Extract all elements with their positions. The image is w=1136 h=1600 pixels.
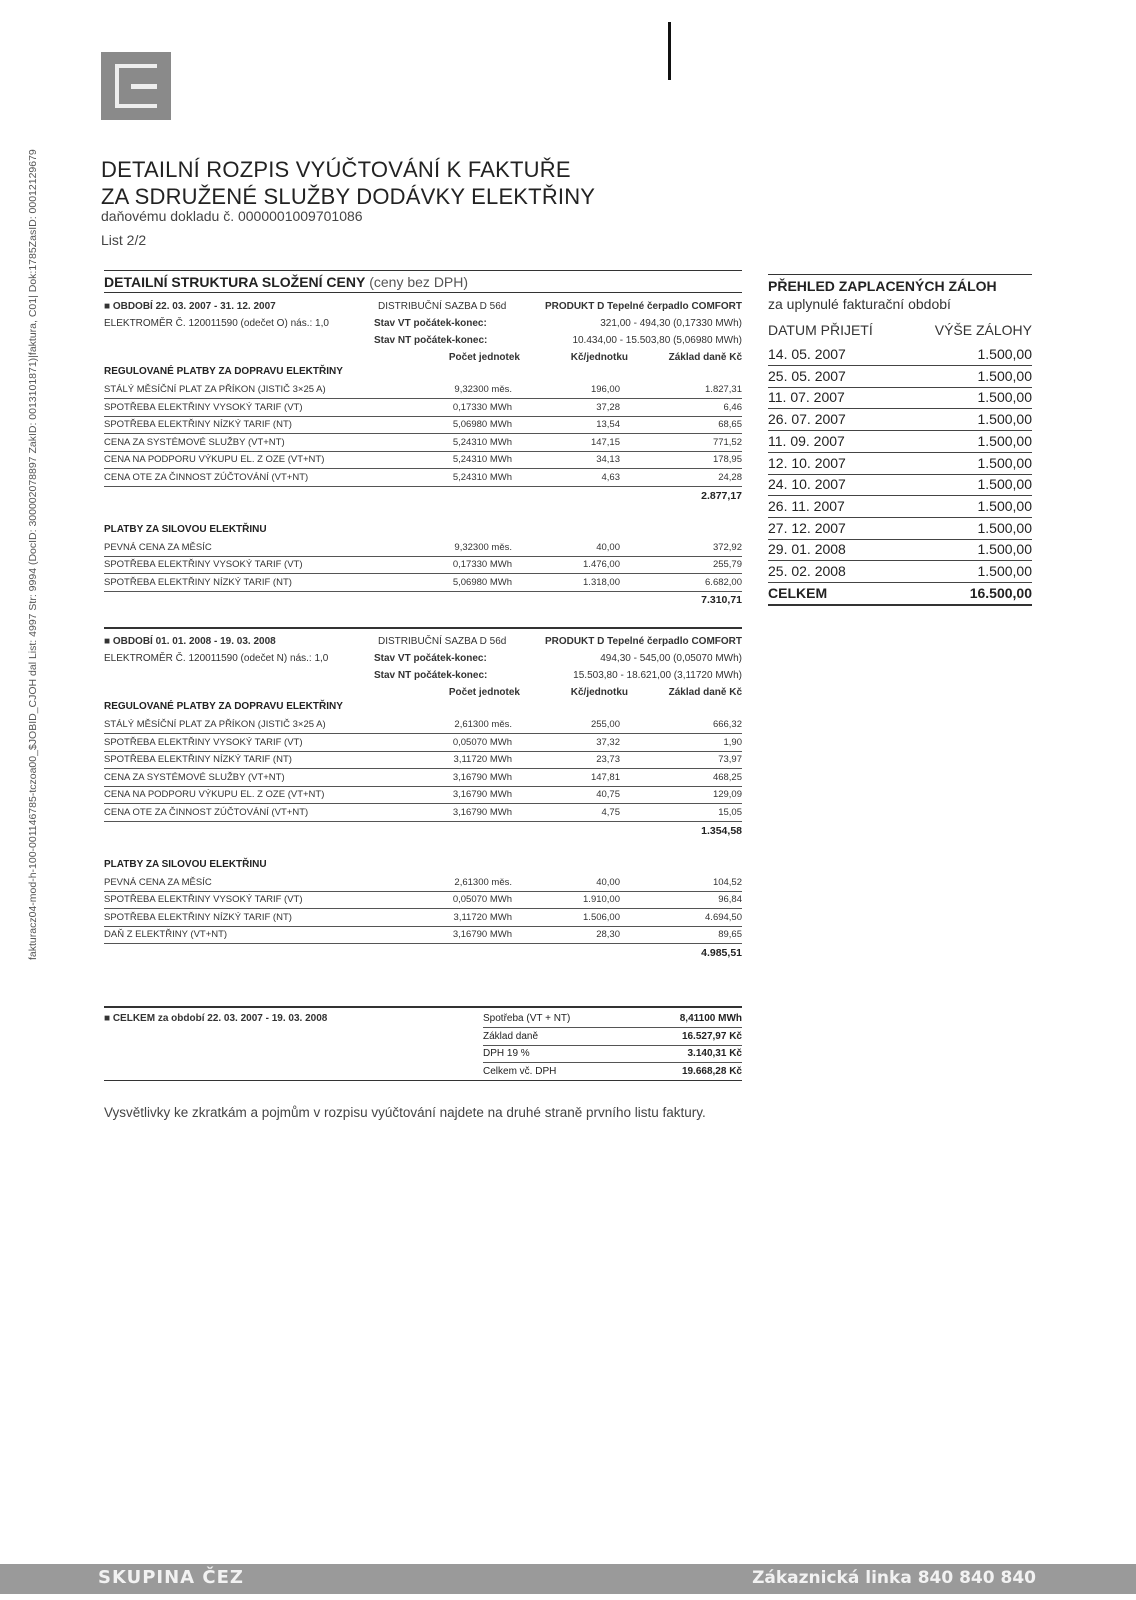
footer-brand: SKUPINA ČEZ <box>98 1567 244 1588</box>
item-price: 13,54 <box>596 419 620 431</box>
item-units: 3,11720 MWh <box>453 754 512 766</box>
cez-logo <box>101 52 171 120</box>
item-price: 1.318,00 <box>583 576 620 588</box>
item-price: 34,13 <box>596 454 620 466</box>
table-row <box>104 874 742 892</box>
item-name: CENA OTE ZA ČINNOST ZÚČTOVÁNÍ (VT+NT) <box>104 807 309 818</box>
table-row <box>104 451 742 469</box>
structure-heading-light: (ceny bez DPH) <box>369 274 469 290</box>
item-name: CENA NA PODPORU VÝKUPU EL. Z OZE (VT+NT) <box>104 454 325 466</box>
item-base: 68,65 <box>718 419 742 431</box>
total-row-value: 8,41100 MWh <box>679 1013 742 1024</box>
item-base: 6,46 <box>723 401 742 413</box>
item-base: 255,79 <box>712 559 742 571</box>
item-base: 1.827,31 <box>705 384 742 395</box>
item-units: 5,06980 MWh <box>452 576 512 588</box>
total-row <box>483 1063 742 1081</box>
table-row <box>104 926 742 944</box>
document-number: daňovému dokladu č. 0000001009701086 <box>101 208 363 224</box>
item-units: 0,17330 MWh <box>452 559 512 571</box>
advance-amount: 1.500,00 <box>977 519 1032 536</box>
vt-reading-label: Stav VT počátek-konec: <box>374 318 487 329</box>
structure-heading <box>104 270 742 293</box>
advance-row <box>768 453 1032 475</box>
advance-row <box>768 561 1032 583</box>
sheet-number: List 2/2 <box>101 232 147 248</box>
transport-sum: 2.877,17 <box>701 489 742 502</box>
col-base-header: Základ daně Kč <box>668 687 742 698</box>
item-name: SPOTŘEBA ELEKTŘINY NÍZKÝ TARIF (NT) <box>104 419 292 431</box>
transport-sum: 1.354,58 <box>701 824 742 837</box>
item-base: 129,09 <box>712 789 742 801</box>
total-row-label: Celkem vč. DPH <box>483 1065 557 1077</box>
item-units: 0,17330 MWh <box>452 401 512 413</box>
advances-total-row <box>768 583 1032 606</box>
nt-reading-value: 10.434,00 - 15.503,80 (5,06980 MWh) <box>572 335 742 346</box>
advance-row <box>768 409 1032 431</box>
item-name: SPOTŘEBA ELEKTŘINY VYSOKÝ TARIF (VT) <box>104 401 303 413</box>
table-row <box>104 399 742 417</box>
total-row-value: 3.140,31 Kč <box>687 1048 742 1059</box>
item-price: 28,30 <box>596 929 620 941</box>
item-price: 40,00 <box>596 876 620 888</box>
item-base: 1,90 <box>723 736 742 748</box>
item-price: 1.506,00 <box>583 911 620 923</box>
table-row <box>104 381 742 399</box>
item-name: CENA ZA SYSTÉMOVÉ SLUŽBY (VT+NT) <box>104 436 285 448</box>
vt-reading-label: Stav VT počátek-konec: <box>374 653 487 664</box>
meter-number: ELEKTROMĚR Č. 120011590 (odečet O) nás.: 1,0 <box>104 318 329 329</box>
footer-hotline: Zákaznická linka 840 840 840 <box>752 1568 1036 1588</box>
col-units-header: Počet jednotek <box>448 687 520 698</box>
item-base: 666,32 <box>712 719 742 730</box>
title-line-2: ZA SDRUŽENÉ SLUŽBY DODÁVKY ELEKTŘINY <box>101 184 596 209</box>
table-row <box>104 434 742 452</box>
item-name: SPOTŘEBA ELEKTŘINY NÍZKÝ TARIF (NT) <box>104 911 292 923</box>
vt-reading-value: 494,30 - 545,00 (0,05070 MWh) <box>600 653 742 664</box>
advance-date: 25. 02. 2008 <box>768 563 846 579</box>
item-price: 4,75 <box>601 807 620 818</box>
total-row-value: 19.668,28 Kč <box>681 1065 742 1077</box>
advance-row <box>768 496 1032 518</box>
item-price: 4,63 <box>601 472 620 483</box>
transport-group-title: REGULOVANÉ PLATBY ZA DOPRAVU ELEKTŘINY <box>104 701 343 712</box>
item-base: 4.694,50 <box>705 911 742 923</box>
distribution-rate: DISTRIBUČNÍ SAZBA D 56d <box>378 636 507 647</box>
item-price: 255,00 <box>590 719 620 730</box>
item-price: 1.476,00 <box>583 559 620 571</box>
item-price: 196,00 <box>590 384 620 395</box>
item-name: STÁLÝ MĚSÍČNÍ PLAT ZA PŘÍKON (JISTIČ 3×25 A) <box>104 719 326 730</box>
explanation-note: Vysvětlivky ke zkratkám a pojmům v rozpisu vyúčtování najdete na druhé straně prvního listu faktury. <box>104 1105 706 1120</box>
table-row <box>104 556 742 574</box>
advance-amount: 1.500,00 <box>977 411 1032 428</box>
item-name: DAŇ Z ELEKTŘINY (VT+NT) <box>104 929 228 941</box>
advances-subtitle: za uplynulé fakturační období <box>768 296 951 312</box>
advance-date: 24. 10. 2007 <box>768 476 846 493</box>
item-price: 40,75 <box>596 789 620 801</box>
total-period-label: ■ CELKEM za období 22. 03. 2007 - 19. 03. 2008 <box>104 1013 328 1024</box>
table-row <box>104 539 742 557</box>
power-group-title: PLATBY ZA SILOVOU ELEKTŘINU <box>104 523 267 535</box>
item-price: 147,15 <box>590 436 620 448</box>
item-name: SPOTŘEBA ELEKTŘINY VYSOKÝ TARIF (VT) <box>104 559 303 571</box>
advance-amount: 1.500,00 <box>977 389 1032 406</box>
item-units: 9,32300 měs. <box>454 384 512 395</box>
item-base: 372,92 <box>712 541 742 553</box>
advances-col-amount: VÝŠE ZÁLOHY <box>934 322 1032 338</box>
advance-row <box>768 366 1032 388</box>
item-units: 3,11720 MWh <box>453 911 512 923</box>
item-price: 147,81 <box>590 771 620 783</box>
period-label: ■ OBDOBÍ 22. 03. 2007 - 31. 12. 2007 <box>104 301 276 312</box>
total-row-label: DPH 19 % <box>483 1048 530 1059</box>
item-price: 1.910,00 <box>583 894 620 906</box>
advance-date: 12. 10. 2007 <box>768 454 846 471</box>
item-base: 178,95 <box>712 454 742 466</box>
advance-date: 14. 05. 2007 <box>768 346 846 362</box>
nt-reading-label: Stav NT počátek-konec: <box>374 335 488 346</box>
item-base: 6.682,00 <box>705 576 742 588</box>
advances-title: PŘEHLED ZAPLACENÝCH ZÁLOH <box>768 274 1032 294</box>
item-units: 3,16790 MWh <box>452 771 512 783</box>
power-sum: 7.310,71 <box>701 594 742 607</box>
item-price: 37,28 <box>596 401 620 413</box>
table-row <box>104 574 742 592</box>
vt-reading-value: 321,00 - 494,30 (0,17330 MWh) <box>600 318 742 329</box>
item-name: SPOTŘEBA ELEKTŘINY NÍZKÝ TARIF (NT) <box>104 576 292 588</box>
item-units: 5,24310 MWh <box>452 472 512 483</box>
item-units: 3,16790 MWh <box>452 929 512 941</box>
total-row-label: Spotřeba (VT + NT) <box>483 1013 571 1024</box>
advances-total-value: 16.500,00 <box>969 584 1032 601</box>
col-units-header: Počet jednotek <box>448 352 520 363</box>
item-name: SPOTŘEBA ELEKTŘINY VYSOKÝ TARIF (VT) <box>104 736 303 748</box>
table-row <box>104 891 742 909</box>
total-row <box>483 1045 742 1063</box>
item-base: 96,84 <box>718 894 742 906</box>
table-row <box>104 751 742 769</box>
item-units: 5,24310 MWh <box>452 454 512 466</box>
transport-group-title: REGULOVANÉ PLATBY ZA DOPRAVU ELEKTŘINY <box>104 366 343 377</box>
item-name: CENA ZA SYSTÉMOVÉ SLUŽBY (VT+NT) <box>104 771 285 783</box>
col-base-header: Základ daně Kč <box>668 352 742 363</box>
item-units: 5,24310 MWh <box>452 436 512 448</box>
table-row <box>104 909 742 927</box>
advance-date: 25. 05. 2007 <box>768 367 846 384</box>
total-bottom-line <box>104 1080 742 1081</box>
table-row <box>104 769 742 787</box>
col-price-header: Kč/jednotku <box>570 687 628 698</box>
fold-mark <box>668 22 671 80</box>
total-row-label: Základ daně <box>483 1030 539 1042</box>
item-name: STÁLÝ MĚSÍČNÍ PLAT ZA PŘÍKON (JISTIČ 3×25 A) <box>104 384 326 395</box>
advance-amount: 1.500,00 <box>977 367 1032 384</box>
table-row <box>104 469 742 487</box>
item-units: 2,61300 měs. <box>454 719 512 730</box>
item-price: 23,73 <box>596 754 620 766</box>
table-row <box>104 416 742 434</box>
nt-reading-value: 15.503,80 - 18.621,00 (3,11720 MWh) <box>573 670 742 681</box>
advance-date: 11. 09. 2007 <box>768 432 845 449</box>
item-price: 37,32 <box>596 736 620 748</box>
structure-heading-bold: DETAILNÍ STRUKTURA SLOŽENÍ CENY <box>104 274 366 290</box>
advances-header <box>768 322 1032 338</box>
advances-total-label: CELKEM <box>768 584 828 601</box>
power-group-title: PLATBY ZA SILOVOU ELEKTŘINU <box>104 858 267 870</box>
advance-row <box>768 344 1032 366</box>
item-units: 2,61300 měs. <box>454 876 512 888</box>
total-separator <box>104 1006 742 1008</box>
item-name: CENA NA PODPORU VÝKUPU EL. Z OZE (VT+NT) <box>104 789 325 801</box>
advance-amount: 1.500,00 <box>977 541 1032 558</box>
advance-date: 29. 01. 2008 <box>768 541 846 558</box>
item-units: 0,05070 MWh <box>452 894 512 906</box>
advances-col-date: DATUM PŘIJETÍ <box>768 322 873 338</box>
advance-date: 27. 12. 2007 <box>768 519 846 536</box>
footer-bar <box>0 1564 1136 1594</box>
advance-date: 26. 11. 2007 <box>768 497 845 514</box>
advance-amount: 1.500,00 <box>977 454 1032 471</box>
item-base: 24,28 <box>718 472 742 483</box>
item-base: 771,52 <box>712 436 742 448</box>
item-units: 5,06980 MWh <box>452 419 512 431</box>
advance-amount: 1.500,00 <box>977 432 1032 449</box>
item-units: 0,05070 MWh <box>452 736 512 748</box>
document-title <box>101 156 595 210</box>
item-units: 3,16790 MWh <box>452 807 512 818</box>
item-name: PEVNÁ CENA ZA MĚSÍC <box>104 876 212 888</box>
item-base: 15,05 <box>718 807 742 818</box>
item-name: SPOTŘEBA ELEKTŘINY NÍZKÝ TARIF (NT) <box>104 754 292 766</box>
title-line-1: DETAILNÍ ROZPIS VYÚČTOVÁNÍ K FAKTUŘE <box>101 157 571 182</box>
item-name: PEVNÁ CENA ZA MĚSÍC <box>104 541 212 553</box>
meter-number: ELEKTROMĚR Č. 120011590 (odečet N) nás.: 1,0 <box>104 653 329 664</box>
item-base: 89,65 <box>718 929 742 941</box>
advance-row <box>768 539 1032 561</box>
advance-row <box>768 518 1032 540</box>
total-row-value: 16.527,97 Kč <box>681 1030 742 1042</box>
table-row <box>104 804 742 822</box>
side-print-code: fakturacz04-mod-h-100-001146785-tczoa00_$JOBID_CJOH dal List: 4997 Str: 9994 (DocID: 300002078897 ZakID: 0013101871)|faktura, C01| Dok:1785ZasID: 00012129679 <box>27 149 39 960</box>
product-name: PRODUKT D Tepelné čerpadlo COMFORT <box>544 301 742 312</box>
advance-date: 26. 07. 2007 <box>768 411 846 428</box>
item-base: 73,97 <box>718 754 742 766</box>
period-label: ■ OBDOBÍ 01. 01. 2008 - 19. 03. 2008 <box>104 636 276 647</box>
table-row <box>104 734 742 752</box>
table-row <box>104 786 742 804</box>
advance-row <box>768 387 1032 409</box>
advance-amount: 1.500,00 <box>977 346 1032 362</box>
advance-date: 11. 07. 2007 <box>768 389 845 406</box>
total-row <box>483 1010 742 1028</box>
item-base: 468,25 <box>712 771 742 783</box>
advance-amount: 1.500,00 <box>977 563 1032 579</box>
advance-amount: 1.500,00 <box>977 476 1032 493</box>
item-name: CENA OTE ZA ČINNOST ZÚČTOVÁNÍ (VT+NT) <box>104 472 309 483</box>
item-base: 104,52 <box>712 876 742 888</box>
distribution-rate: DISTRIBUČNÍ SAZBA D 56d <box>378 301 507 312</box>
item-name: SPOTŘEBA ELEKTŘINY VYSOKÝ TARIF (VT) <box>104 894 303 906</box>
period-separator <box>104 627 742 629</box>
power-sum: 4.985,51 <box>701 947 742 959</box>
product-name: PRODUKT D Tepelné čerpadlo COMFORT <box>544 636 742 647</box>
advance-row <box>768 431 1032 453</box>
item-price: 40,00 <box>596 541 620 553</box>
total-row <box>483 1028 742 1046</box>
item-units: 3,16790 MWh <box>452 789 512 801</box>
nt-reading-label: Stav NT počátek-konec: <box>374 670 488 681</box>
advance-amount: 1.500,00 <box>977 497 1032 514</box>
item-units: 9,32300 měs. <box>454 541 512 553</box>
table-row <box>104 716 742 734</box>
col-price-header: Kč/jednotku <box>570 352 628 363</box>
advance-row <box>768 474 1032 496</box>
